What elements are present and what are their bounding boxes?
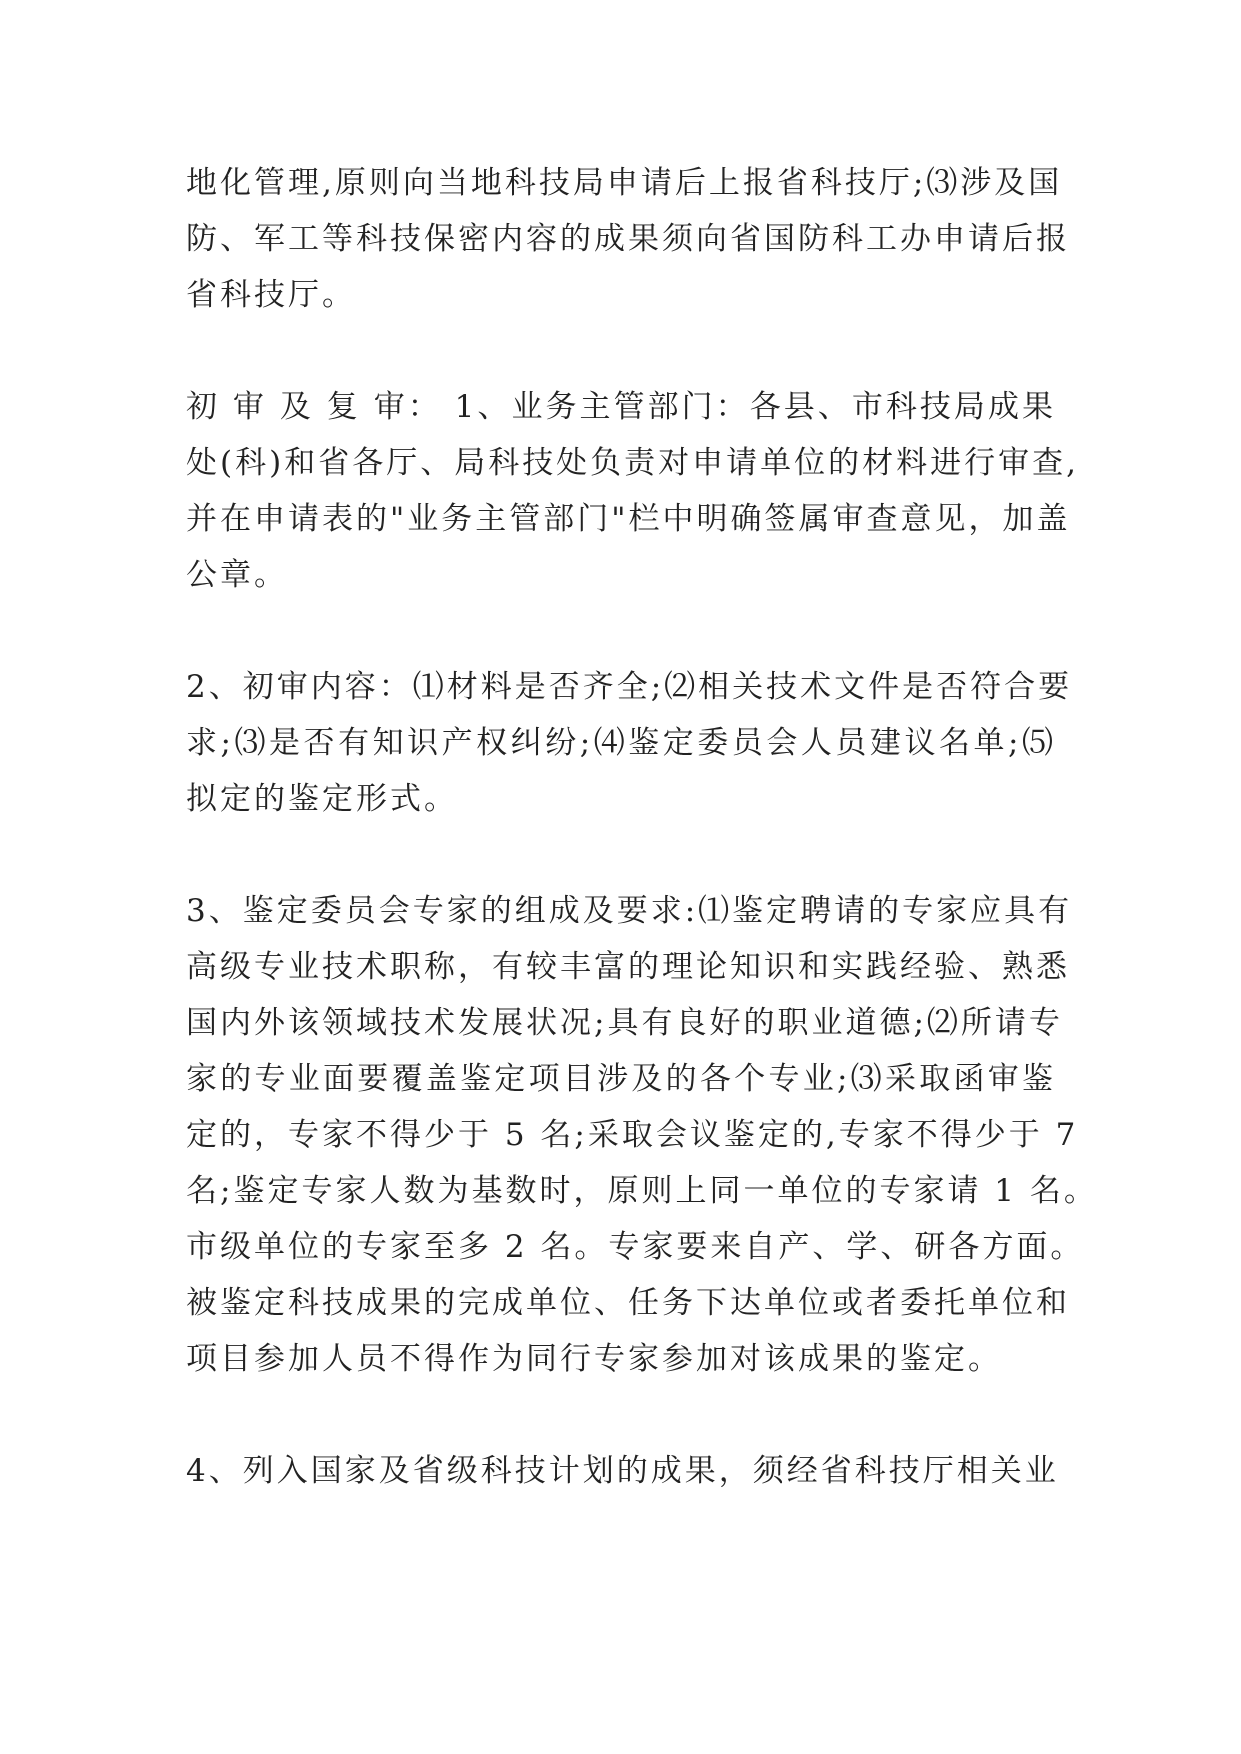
text-line: 公章。	[186, 557, 288, 593]
text-line: 3、鉴定委员会专家的组成及要求:⑴鉴定聘请的专家应具有	[186, 893, 1073, 929]
text-line: 名;鉴定专家人数为基数时，原则上同一单位的专家请 1 名。	[186, 1173, 1098, 1209]
text-line: 家的专业面要覆盖鉴定项目涉及的各个专业;⑶采取函审鉴	[186, 1061, 1056, 1097]
paragraph-national-plan	[186, 1443, 1059, 1499]
paragraph-expert-committee	[186, 883, 1098, 1387]
text-line: 市级单位的专家至多 2 名。专家要来自产、学、研各方面。	[186, 1229, 1085, 1265]
paragraph-preliminary-review	[186, 379, 1080, 603]
text-line: 初 审 及 复 审： 1、业务主管部门：各县、市科技局成果	[186, 389, 1056, 425]
text-line: 4、列入国家及省级科技计划的成果，须经省科技厅相关业	[186, 1453, 1059, 1489]
text-line: 被鉴定科技成果的完成单位、任务下达单位或者委托单位和	[186, 1285, 1070, 1321]
text-line: 项目参加人员不得作为同行专家参加对该成果的鉴定。	[186, 1341, 1002, 1377]
text-line: 拟定的鉴定形式。	[186, 781, 458, 817]
text-line: 并在申请表的"业务主管部门"栏中明确签属审查意见，加盖	[186, 501, 1071, 537]
paragraph-review-content	[186, 659, 1073, 827]
paragraph-submission-routing	[186, 155, 1070, 323]
text-line: 防、军工等科技保密内容的成果须向省国防科工办申请后报	[186, 221, 1070, 257]
text-line: 省科技厅。	[186, 277, 356, 313]
text-line: 高级专业技术职称，有较丰富的理论知识和实践经验、熟悉	[186, 949, 1070, 985]
text-line: 处(科)和省各厅、局科技处负责对申请单位的材料进行审查,	[186, 445, 1080, 481]
document-body	[186, 155, 1098, 1555]
text-line: 求;⑶是否有知识产权纠纷;⑷鉴定委员会人员建议名单;⑸	[186, 725, 1056, 761]
text-line: 2、初审内容：⑴材料是否齐全;⑵相关技术文件是否符合要	[186, 669, 1073, 705]
text-line: 定的，专家不得少于 5 名;采取会议鉴定的,专家不得少于 7	[186, 1117, 1079, 1153]
text-line: 国内外该领域技术发展状况;具有良好的职业道德;⑵所请专	[186, 1005, 1063, 1041]
text-line: 地化管理,原则向当地科技局申请后上报省科技厅;⑶涉及国	[186, 165, 1063, 201]
